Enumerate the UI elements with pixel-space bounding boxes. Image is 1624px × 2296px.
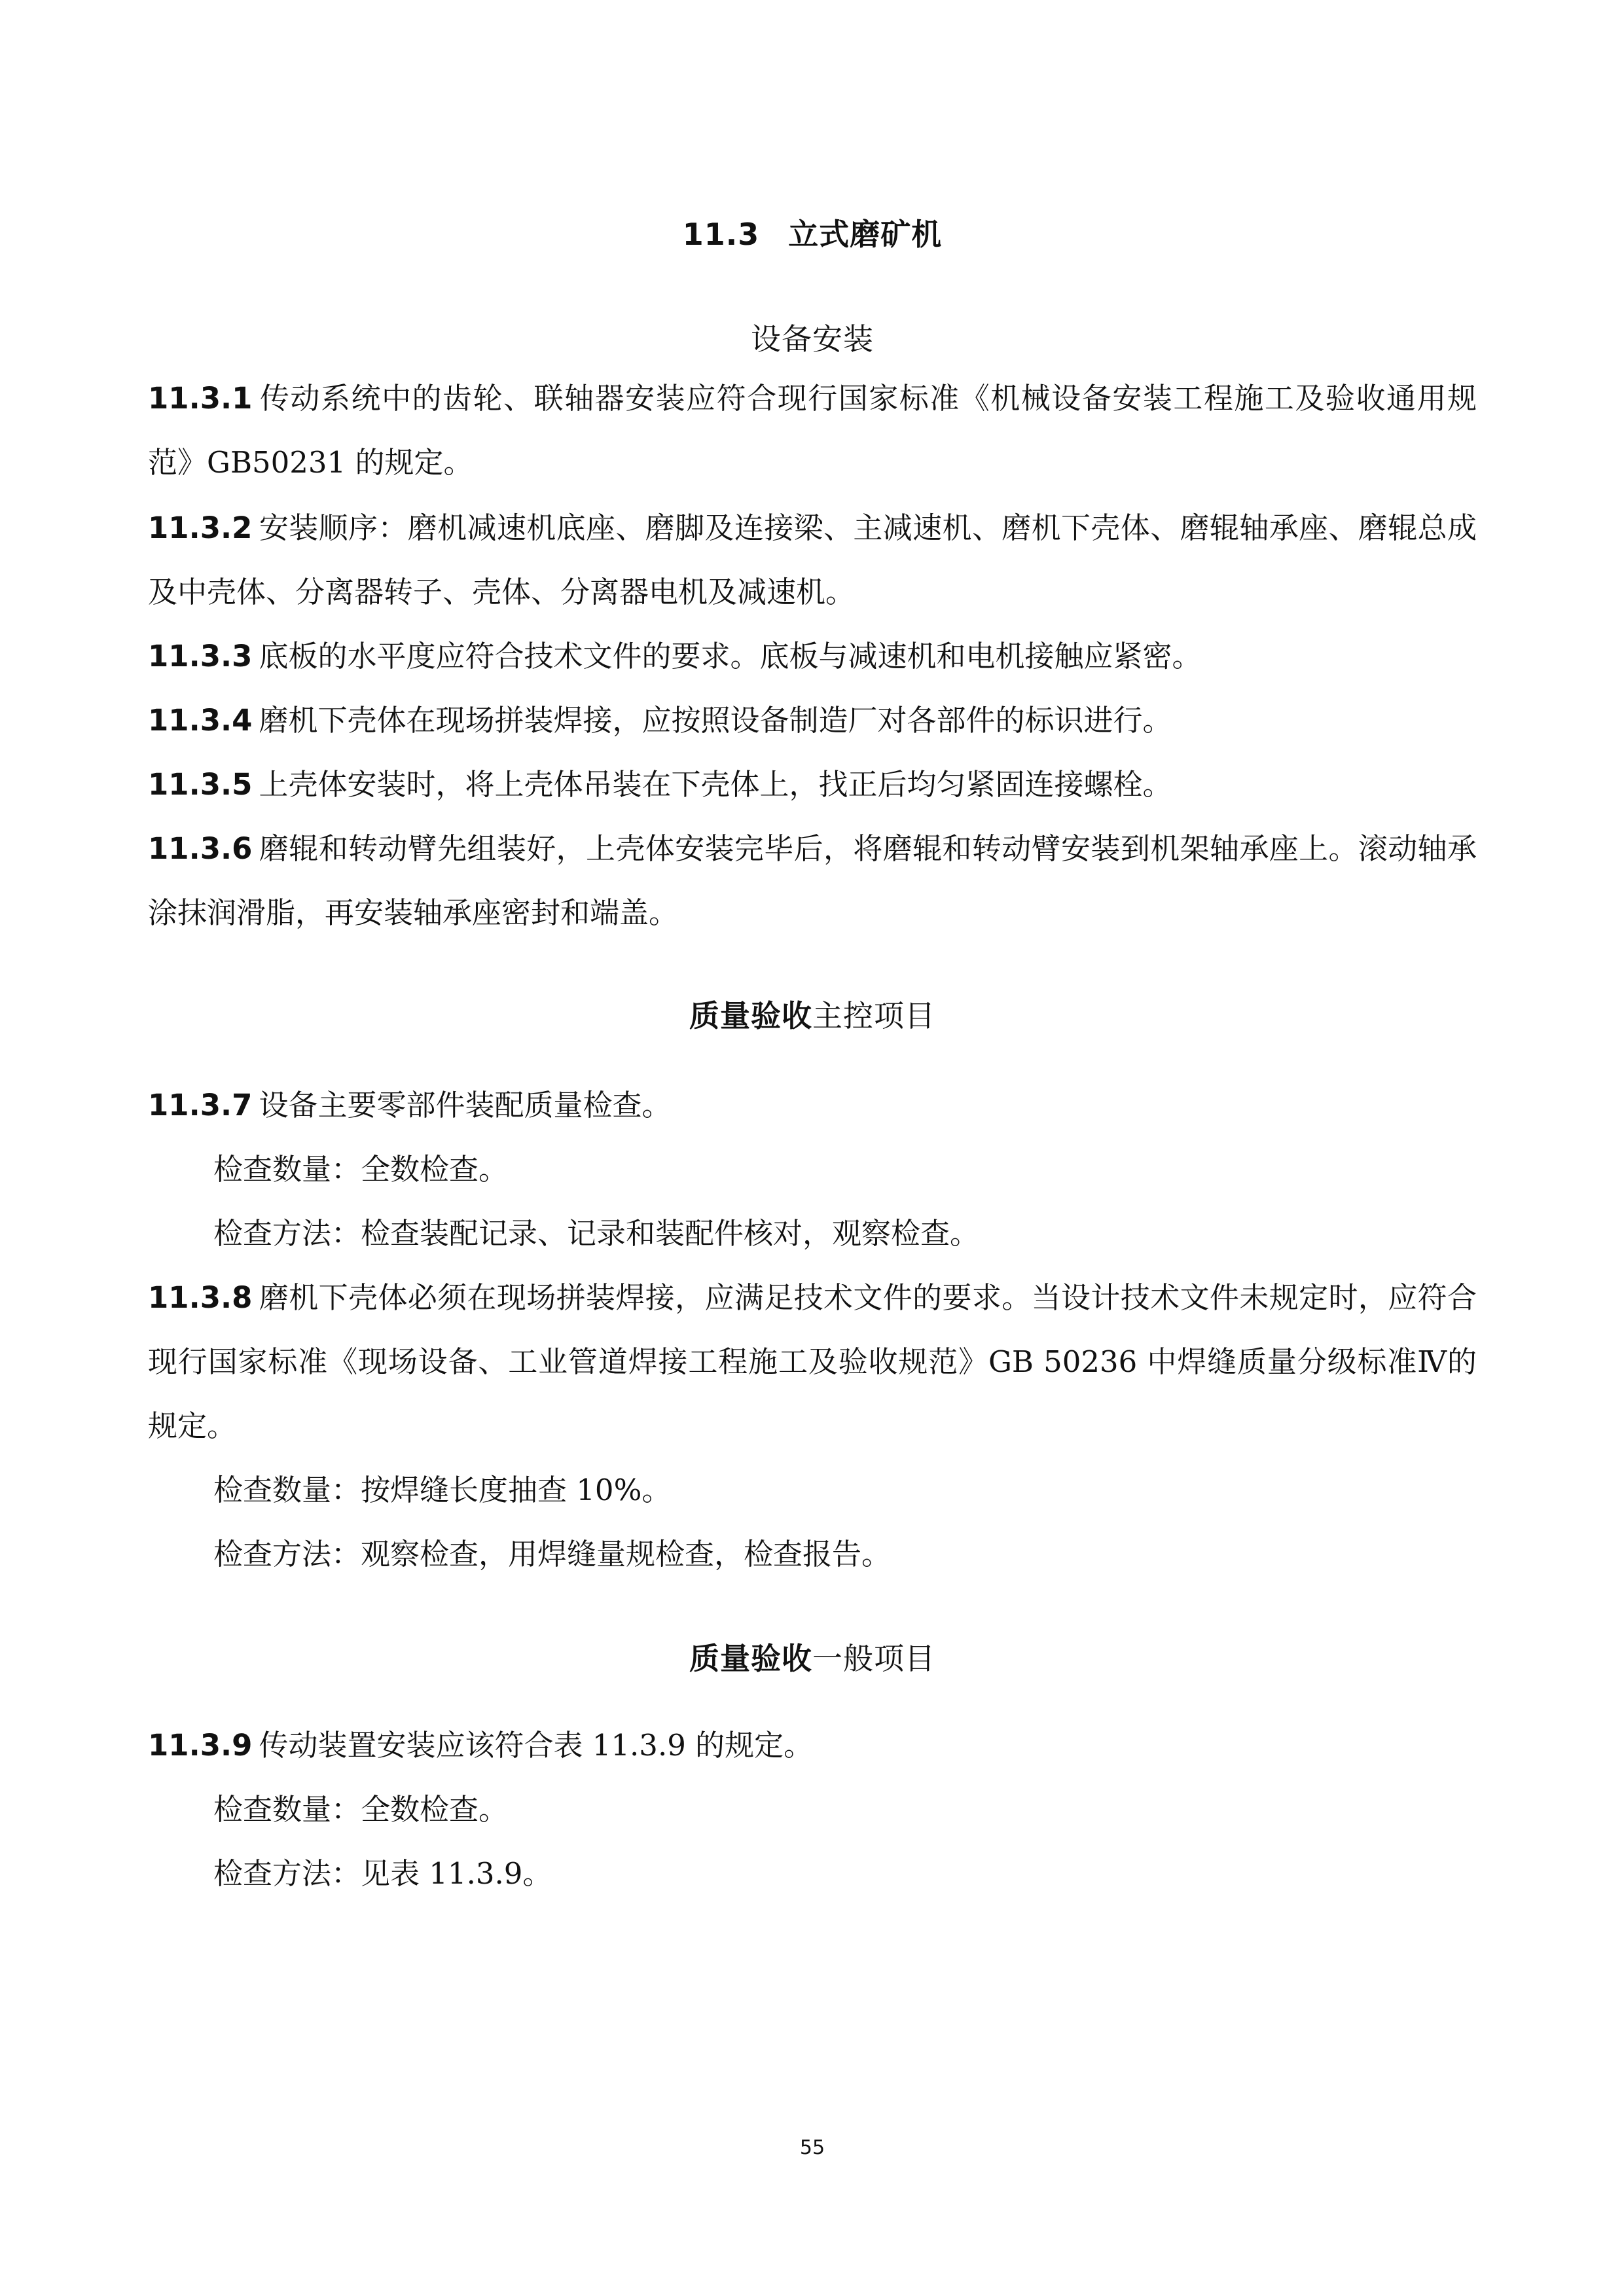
clause-text: 底板的水平度应符合技术文件的要求。底板与减速机和电机接触应紧密。	[259, 639, 1202, 673]
clause-text: 上壳体安装时，将上壳体吊装在下壳体上，找正后均匀紧固连接螺栓。	[259, 767, 1172, 802]
clause-11-3-3	[148, 624, 1477, 689]
check-quantity: 检查数量：全数检查。	[213, 1792, 509, 1827]
clause-number: 11.3.4	[148, 703, 253, 738]
clause-11-3-5	[148, 753, 1477, 817]
heading-rest: 主控项目	[812, 998, 935, 1033]
clause-number: 11.3.8	[148, 1280, 253, 1315]
install-heading: 设备安装	[751, 321, 874, 357]
clause-number: 11.3.6	[148, 831, 253, 866]
clause-text: 磨机下壳体在现场拼装焊接，应按照设备制造厂对各部件的标识进行。	[259, 703, 1172, 738]
main-control-heading	[148, 996, 1477, 1035]
clause-number: 11.3.5	[148, 767, 253, 802]
check-quantity: 检查数量：全数检查。	[213, 1152, 509, 1187]
clause-text: 安装顺序：磨机减速机底座、磨脚及连接梁、主减速机、磨机下壳体、磨辊轴承座、磨辊总成及中壳体、分离器转子、壳体、分离器电机及减速机。	[148, 511, 1477, 609]
check-method: 检查方法：检查装配记录、记录和装配件核对，观察检查。	[213, 1216, 980, 1251]
check-method: 检查方法：观察检查，用焊缝量规检查，检查报告。	[213, 1537, 892, 1571]
clause-text: 磨机下壳体必须在现场拼装焊接，应满足技术文件的要求。当设计技术文件未规定时，应符合现行国家标准《现场设备、工业管道焊接工程施工及验收规范》GB 50236 中焊缝质量分级标准Ⅳ的规定。	[148, 1280, 1477, 1443]
clause-11-3-2	[148, 496, 1477, 624]
clause-11-3-7	[148, 1073, 1477, 1138]
clause-text: 设备主要零部件装配质量检查。	[259, 1088, 672, 1122]
check-quantity: 检查数量：按焊缝长度抽查 10%。	[213, 1473, 672, 1507]
heading-strong: 质量验收	[689, 1641, 812, 1676]
clause-11-3-9	[148, 1713, 1477, 1778]
check-method: 检查方法：见表 11.3.9。	[213, 1856, 552, 1891]
clause-text: 磨辊和转动臂先组装好，上壳体安装完毕后，将磨辊和转动臂安装到机架轴承座上。滚动轴承涂抹润滑脂，再安装轴承座密封和端盖。	[148, 831, 1477, 930]
clause-11-3-1	[148, 367, 1477, 495]
clause-number: 11.3.7	[148, 1088, 253, 1122]
general-items-heading	[148, 1639, 1477, 1678]
clause-text: 传动装置安装应该符合表 11.3.9 的规定。	[259, 1728, 814, 1763]
section-number: 11.3	[682, 217, 760, 252]
section-title	[148, 215, 1477, 254]
clause-11-3-8	[148, 1266, 1477, 1458]
heading-rest: 一般项目	[812, 1641, 935, 1676]
clause-11-3-6	[148, 817, 1477, 945]
clause-text: 传动系统中的齿轮、联轴器安装应符合现行国家标准《机械设备安装工程施工及验收通用规范》GB50231 的规定。	[148, 381, 1477, 480]
page-number: 55	[799, 2136, 825, 2159]
clause-11-3-4	[148, 689, 1477, 753]
document-page	[148, 0, 1477, 2296]
clause-number: 11.3.1	[148, 381, 253, 416]
heading-strong: 质量验收	[689, 998, 812, 1033]
clause-number: 11.3.2	[148, 511, 253, 545]
clause-number: 11.3.3	[148, 639, 253, 673]
clause-number: 11.3.9	[148, 1728, 253, 1763]
section-title-text: 立式磨矿机	[788, 217, 943, 252]
